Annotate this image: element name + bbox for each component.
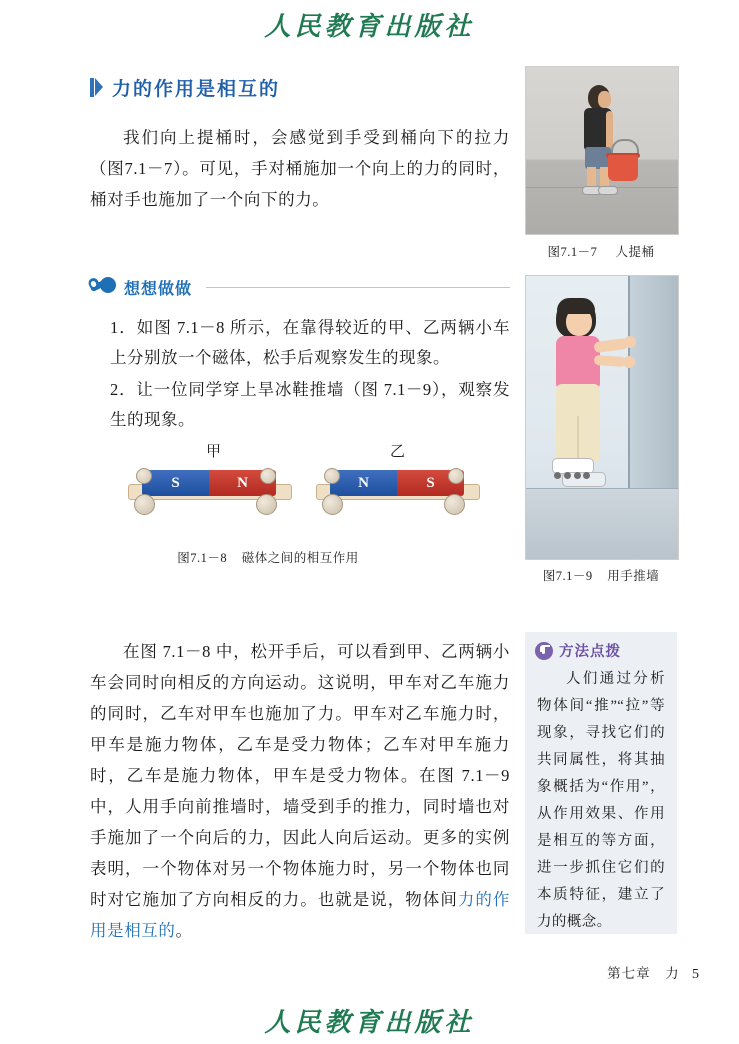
tip-body: 人们通过分析物体间“推”“拉”等现象，寻找它们的共同属性，将其抽象概括为“作用”，从作用效果、作用是相互的等方面，进一步抓住它们的本质特征，建立了力的概念。 [537, 671, 665, 930]
figure-8-label: 图7.1－8 [177, 551, 228, 565]
method-tip-box [525, 632, 677, 934]
paragraph-main [90, 636, 510, 946]
footer-chapter: 第七章 力 [607, 966, 680, 981]
car-right-pole-2: S [397, 470, 464, 496]
car-left-pole-2: N [209, 470, 276, 496]
paragraph-intro: 我们向上提桶时，会感觉到手受到桶向下的拉力（图7.1－7）。可见，手对桶施加一个向上的力的同时，桶对手也施加了一个向下的力。 [90, 128, 510, 209]
activity-title: 想想做做 [124, 280, 193, 298]
figure-8-text: 磁体之间的相互作用 [241, 551, 359, 565]
activity-header [90, 275, 510, 299]
car-left-pole-1: S [142, 470, 209, 496]
section-bullet-icon [90, 78, 103, 97]
section-heading [90, 74, 280, 101]
figure-7-caption [525, 242, 677, 260]
publisher-mark-top: 人民教育出版社 [264, 12, 475, 41]
car-left-label: 甲 [206, 444, 222, 460]
tip-title: 方法点拨 [559, 644, 621, 660]
tip-header [535, 640, 621, 661]
paragraph-main-end: 。 [175, 921, 193, 940]
page-number: 5 [692, 967, 700, 982]
activity-item-2: 2．让一位同学穿上旱冰鞋推墙（图 7.1－9），观察发生的现象。 [110, 380, 510, 429]
figure-7-text: 人提桶 [615, 245, 655, 259]
lightbulb-icon [535, 642, 553, 660]
car-left [128, 464, 290, 522]
section-title: 力的作用是相互的 [112, 79, 281, 100]
figure-8-caption [118, 548, 418, 566]
car-right-label: 乙 [390, 444, 406, 460]
car-right [316, 464, 478, 522]
paragraph-main-part1: 在图 7.1－8 中，松开手后，可以看到甲、乙两辆小车会同时向相反的方向运动。这说明，甲车对乙车施力的同时，乙车对甲车也施加了力。甲车对乙车施力时，甲车是施力物体，乙车是受力物体；乙车对甲车施力时，乙车是施力物体，甲车是受力物体。在图 7.1－9 中，人用手向前推墙时，墙受到手的推力，同时墙也对手施加了一个向后的力，因此人向后运动。更多的实例表明，一个物体对另一个物体施力时，另一个物体也同时对它施加了方向相反的力。也就是说，物体间 [90, 642, 510, 909]
figure-magnet-cars [118, 440, 488, 550]
figure-7-label: 图7.1－7 [547, 245, 598, 259]
page-footer [0, 962, 700, 983]
activity-item-1: 1．如图 7.1－8 所示，在靠得较近的甲、乙两辆小车上分别放一个磁体，松手后观察发生的现象。 [110, 318, 510, 367]
figure-person-lifting-bucket [525, 66, 679, 235]
figure-girl-pushing-wall [525, 275, 679, 560]
paragraph-main-highlight: 力的作用是相互的 [90, 890, 510, 940]
figure-9-text: 用手推墙 [607, 569, 660, 583]
wrench-icon [90, 275, 116, 299]
figure-9-caption [525, 566, 677, 584]
publisher-mark-bottom: 人民教育出版社 [264, 1008, 475, 1037]
car-right-pole-1: N [330, 470, 397, 496]
figure-9-label: 图7.1－9 [542, 569, 593, 583]
activity-divider [206, 287, 510, 288]
